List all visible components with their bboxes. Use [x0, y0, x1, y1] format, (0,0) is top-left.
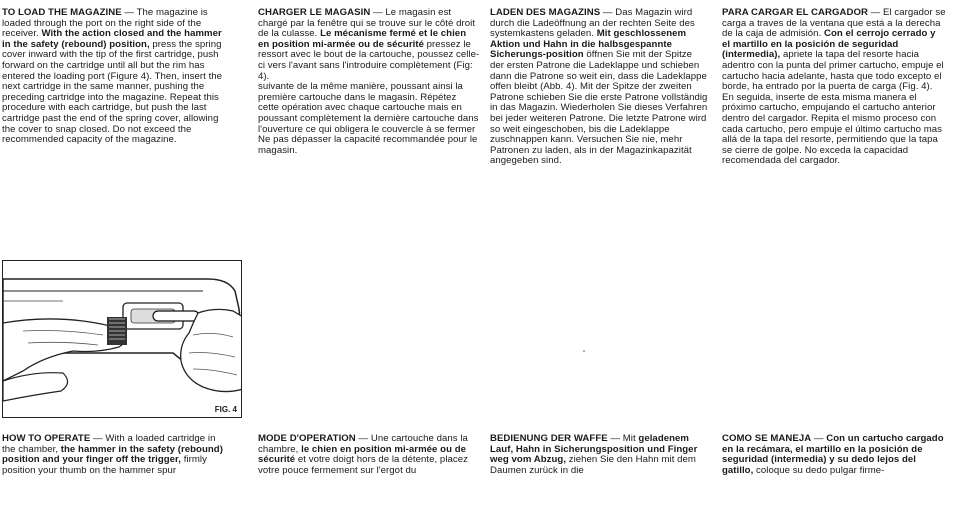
- text-op-es-1: —: [811, 433, 827, 444]
- text-op-en-2: firmly position your thumb on the hammer spur: [2, 454, 207, 476]
- bold-fr-1: Le mécanisme fermé et le chien en position mi-armée ou de sécurité: [258, 28, 467, 50]
- section-load-magazine-fr: [258, 8, 480, 156]
- figure-4-drawing: [3, 261, 242, 418]
- text-fr-2: pressez le ressort avec le bout de la cartouche, poussez celle-ci vers l'avant sans l'introduire complètement (Fig: 4). suivante de la même manière, poussant ainsi la première cartouche dans le magasin. Répétez cette opération avec chaque cartouche mais en poussant complètement la dernière cartouche dans l'ouverture ce qui obligera le couvercle à se fermer Ne pas dépasser la capacité recommandée pour le magasin.: [258, 38, 480, 156]
- bold-de-1: Mit geschlossenem Aktion und Hahn in die halbsgespannte Sicherungs-position: [490, 28, 687, 61]
- text-de-1: — Das Magazin wird durch die Ladeöffnung an der rechten Seite des systemkastens geladen.: [490, 7, 695, 40]
- heading-load-magazine-en: TO LOAD THE MAGAZINE: [2, 7, 122, 18]
- text-en-1: — The magazine is loaded through the port on the right side of the receiver.: [2, 7, 208, 40]
- bold-op-es-1: Con un cartucho cargado en la recámara, el martillo en la posición de seguridad (intermedia) y su dedo lejos del gatillo,: [722, 433, 944, 476]
- bold-es-1: Con el cerrojo cerrado y el martillo en la posición de seguridad (intermedia),: [722, 28, 936, 61]
- heading-load-magazine-es: PARA CARGAR EL CARGADOR: [722, 7, 868, 18]
- speck: [583, 350, 585, 352]
- text-op-de-2: ziehen Sie den Hahn mit dem Daumen zurück in die: [490, 454, 696, 476]
- text-es-1: — El cargador se carga a traves de la ventana que está a la derecha de la caja de admisión.: [722, 7, 946, 40]
- bold-op-en-1: the hammer in the safety (rebound) position and your finger off the trigger,: [2, 443, 223, 466]
- heading-load-magazine-fr: CHARGER LE MAGASIN: [258, 7, 371, 18]
- text-es-2: apriete la tapa del resorte hacia adentro con la punta del primer cartucho, empuje el cartucho hacia adelante, hasta que todo excepto el borde, ha entrado por la puerta de carga (Fig. 4). En seguida, inserte de esta misma manera el próximo cartucho, empujando el cartucho anterior dentro del cargador. Repita el mismo proceso con cada cartucho, pero empuje el último cartucho mas allá de la tapa del resorte, permitiendo que la tapa se cierre de golpe. No exceda la capacidad recomendada del cargador.: [722, 49, 944, 167]
- heading-operate-es: COMO SE MANEJA: [722, 433, 812, 444]
- text-op-de-1: — Mit: [607, 433, 639, 444]
- heading-operate-de: BEDIENUNG DER WAFFE: [490, 433, 608, 444]
- heading-load-magazine-de: LADEN DES MAGAZINS: [490, 7, 601, 18]
- text-op-fr-2: et votre doigt hors de la détente, placez votre pouce fermement sur l'ergot du: [258, 454, 468, 476]
- text-op-fr-1: — Une cartouche dans la chambre,: [258, 433, 468, 455]
- section-operate-fr: [258, 434, 480, 476]
- heading-operate-fr: MODE D'OPERATION: [258, 433, 356, 444]
- figure-label: FIG. 4: [214, 405, 237, 414]
- text-op-es-2: coloque su dedo pulgar firme-: [753, 464, 885, 476]
- text-op-en-1: — With a loaded cartridge in the chamber,: [2, 433, 216, 455]
- bold-op-de-1: geladenem Lauf, Hahn in Sicherungsposition und Finger weg vom Abzug,: [490, 433, 698, 466]
- bold-en-1: With the action closed and the hammer in the safety (rebound) position,: [2, 28, 222, 50]
- section-load-magazine-es: [722, 8, 946, 167]
- section-operate-en: [2, 434, 230, 476]
- text-en-2: press the spring cover inward with the tip of the first cartridge, push forward on the cartridge until all but the rim has entered the loading port (Figure 4). Then, insert the next cartridge in the same manner, pushing the preceding cartridge into the magazine. Repeat this procedure with each cartridge, but push the last cartridge past the end of the spring cover, allowing the cover to snap closed. Do not exceed the recommended capacity of the magazine.: [2, 38, 223, 146]
- section-operate-es: [722, 434, 946, 476]
- bold-op-fr-1: le chien en position mi-armée ou de sécurité: [258, 443, 466, 466]
- section-load-magazine-en: [2, 8, 224, 146]
- figure-4-illustration: [2, 260, 242, 418]
- text-de-2: öffnen Sie mit der Spitze der ersten Patrone die Ladeklappe und schieben dann die Patrone so weit ein, dass die Ladeklappe offen bleibt (Abb. 4). Mit der Spitze der zweiten Patrone schieben Sie die erste Patrone vollständig in das Magazin. Wiederholen Sie dieses Verfahren bei jeder weiteren Patrone. Die letzte Patrone wird so weit eingeschoben, bis die Ladeklappe zuschnappen kann. Versuchen Sie nie, mehr Patronen zu laden, als in der Magazinkapazität angegeben sind.: [490, 49, 708, 167]
- section-load-magazine-de: [490, 8, 708, 167]
- heading-operate-en: HOW TO OPERATE: [2, 433, 91, 444]
- text-fr-1: — Le magasin est chargé par la fenêtre qui se trouve sur le côté droit de la culasse.: [258, 7, 476, 40]
- section-operate-de: [490, 434, 710, 476]
